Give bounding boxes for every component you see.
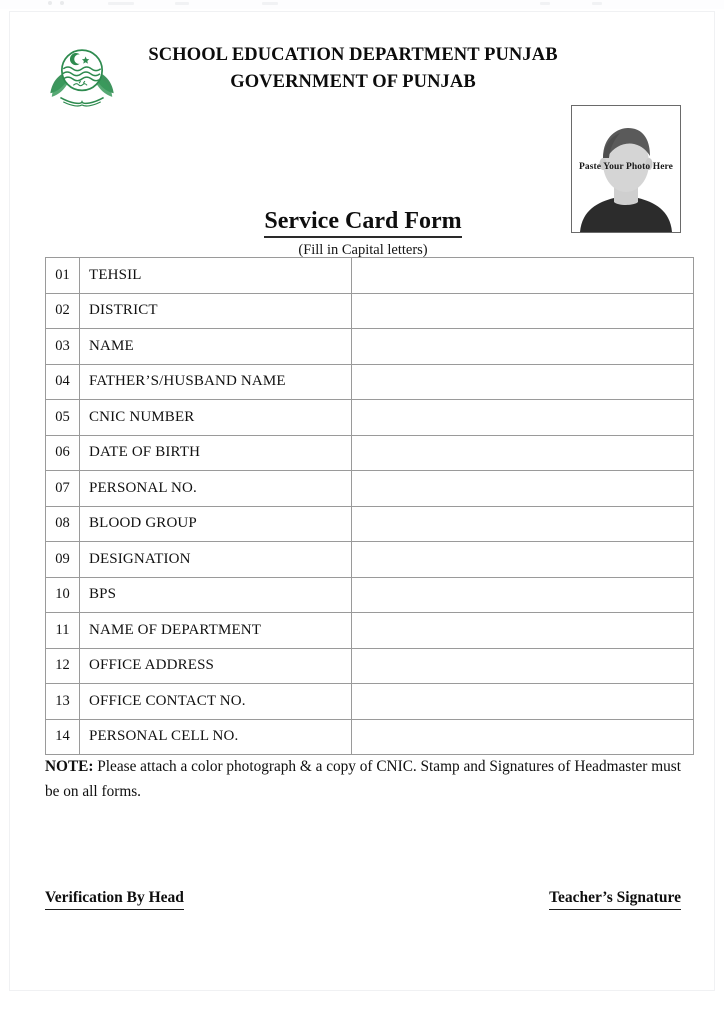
row-value-field[interactable] — [352, 648, 694, 684]
table-row — [46, 684, 694, 720]
punjab-government-emblem-icon — [46, 40, 118, 112]
row-number: 12 — [46, 648, 80, 684]
row-number: 04 — [46, 364, 80, 400]
row-number: 11 — [46, 613, 80, 649]
table-row — [46, 506, 694, 542]
table-row — [46, 542, 694, 578]
table-row — [46, 471, 694, 507]
row-field-label: DATE OF BIRTH — [80, 435, 352, 471]
note-text — [45, 754, 685, 804]
toolbar-ghost-control — [592, 2, 602, 5]
row-field-label: TEHSIL — [80, 258, 352, 294]
table-row — [46, 400, 694, 436]
department-title-line-2: GOVERNMENT OF PUNJAB — [230, 72, 476, 92]
row-value-field[interactable] — [352, 506, 694, 542]
service-card-form-table — [45, 257, 694, 755]
row-field-label: OFFICE CONTACT NO. — [80, 684, 352, 720]
row-field-label: FATHER’S/HUSBAND NAME — [80, 364, 352, 400]
row-field-label: PERSONAL NO. — [80, 471, 352, 507]
row-field-label: NAME OF DEPARTMENT — [80, 613, 352, 649]
row-number: 08 — [46, 506, 80, 542]
row-value-field[interactable] — [352, 364, 694, 400]
row-value-field[interactable] — [352, 435, 694, 471]
form-table-body — [46, 258, 694, 755]
toolbar-ghost-control — [540, 2, 550, 5]
row-value-field[interactable] — [352, 471, 694, 507]
table-row — [46, 577, 694, 613]
row-value-field[interactable] — [352, 329, 694, 365]
toolbar-ghost-control — [108, 2, 134, 5]
row-value-field[interactable] — [352, 577, 694, 613]
row-field-label: DESIGNATION — [80, 542, 352, 578]
row-value-field[interactable] — [352, 684, 694, 720]
table-row — [46, 293, 694, 329]
row-value-field[interactable] — [352, 400, 694, 436]
note-body: Please attach a color photograph & a copy of CNIC. Stamp and Signatures of Headmaster must be on all forms. — [45, 758, 681, 800]
table-row — [46, 719, 694, 755]
table-row — [46, 435, 694, 471]
row-value-field[interactable] — [352, 293, 694, 329]
row-field-label: PERSONAL CELL NO. — [80, 719, 352, 755]
row-number: 13 — [46, 684, 80, 720]
table-row — [46, 648, 694, 684]
row-number: 14 — [46, 719, 80, 755]
row-number: 03 — [46, 329, 80, 365]
row-field-label: NAME — [80, 329, 352, 365]
form-title-block — [10, 208, 716, 259]
row-field-label: BLOOD GROUP — [80, 506, 352, 542]
row-field-label: BPS — [80, 577, 352, 613]
header-title-block — [138, 42, 568, 96]
signature-row — [45, 888, 681, 912]
page-title: Service Card Form — [264, 208, 461, 238]
document-header — [10, 34, 714, 112]
row-number: 06 — [46, 435, 80, 471]
row-number: 10 — [46, 577, 80, 613]
toolbar-ghost-control — [262, 2, 278, 5]
row-number: 05 — [46, 400, 80, 436]
toolbar-ghost-control — [175, 2, 189, 5]
row-number: 09 — [46, 542, 80, 578]
row-value-field[interactable] — [352, 258, 694, 294]
row-value-field[interactable] — [352, 613, 694, 649]
row-number: 07 — [46, 471, 80, 507]
note-prefix: NOTE: — [45, 758, 94, 775]
table-row — [46, 364, 694, 400]
cropped-toolbar-strip — [0, 0, 724, 9]
teacher-signature-label: Teacher’s Signature — [549, 888, 681, 910]
toolbar-ghost-dot — [48, 1, 52, 5]
row-value-field[interactable] — [352, 542, 694, 578]
table-row — [46, 329, 694, 365]
row-field-label: OFFICE ADDRESS — [80, 648, 352, 684]
table-row — [46, 258, 694, 294]
row-field-label: DISTRICT — [80, 293, 352, 329]
photo-placeholder-label: Paste Your Photo Here — [578, 162, 673, 172]
row-value-field[interactable] — [352, 719, 694, 755]
document-page — [9, 11, 715, 991]
table-row — [46, 613, 694, 649]
toolbar-ghost-dot — [60, 1, 64, 5]
form-subtitle: (Fill in Capital letters) — [298, 242, 428, 258]
row-number: 01 — [46, 258, 80, 294]
department-title-line-1: SCHOOL EDUCATION DEPARTMENT PUNJAB — [148, 45, 558, 65]
row-number: 02 — [46, 293, 80, 329]
verification-by-head-label: Verification By Head — [45, 888, 184, 910]
row-field-label: CNIC NUMBER — [80, 400, 352, 436]
